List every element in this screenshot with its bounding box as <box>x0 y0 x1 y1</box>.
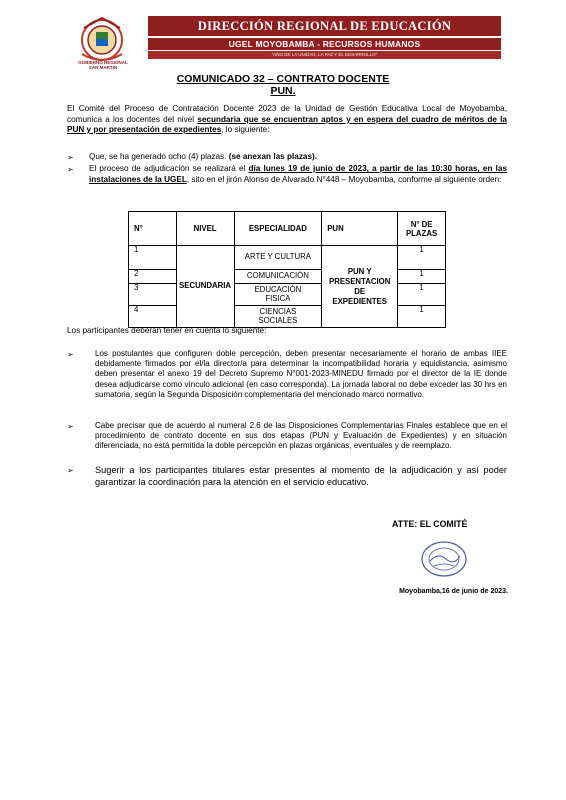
row-number: 2 <box>129 270 177 284</box>
especialidad-cell: EDUCACIÓN FISICA <box>234 284 322 306</box>
logo-caption: GOBIERNO REGIONAL SAN MARTIN <box>78 60 128 70</box>
col-header-plazas: N° DE PLAZAS <box>398 212 446 246</box>
row-number: 4 <box>129 306 177 328</box>
adjudication-text-c: , sito en el jirón Alonso de Alvarado N°448 – Moyobamba, conforme al siguiente orden: <box>186 174 502 184</box>
table-row <box>129 306 446 328</box>
bullet-adjudication <box>89 164 507 185</box>
bullet-plazas-text: Que, se ha generado ocho (4) plazas. <box>89 152 229 161</box>
plazas-cell: 1 <box>398 270 446 284</box>
col-header-number: N° <box>129 212 177 246</box>
table-row <box>129 284 446 306</box>
document-date: Moyobamba,16 de junio de 2023. <box>399 588 508 595</box>
point-double-perception: Los postulantes que configuren doble percepción, deben presentar necesariamente el horario de ambas IIEE debidamente firmados por el/la director/a para determinar la incompatibilidad horaria y equidistancia, asimismo deben presentar el anexo 19 del Decreto Supremo N°001-2023-MINEDU firmado por el director de la IE donde desea adjudicarse como vínculo adicional (en caso corresponda). La jornada laboral no debe exceder las 30 hrs en sumatoria, según la Segunda Disposición complementaria del mencionado marco normativo. <box>95 349 507 399</box>
bullet-arrow-icon: ➢ <box>67 153 74 162</box>
table-header-row <box>129 212 446 246</box>
adjudication-date: día lunes 19 de junio de 2023, a partir de las 10:30 horas, en las instalaciones de la UGEL <box>89 164 507 184</box>
intro-paragraph <box>67 104 507 136</box>
especialidad-cell: ARTE Y CULTURA <box>234 246 322 270</box>
point-regulation: Cabe precisar que de acuerdo al numeral 2.6 de las Disposiciones Complementarias Finales establece que en el procedimiento de contrato docente en sus dos etapas (PUN y Evaluación de Expedientes) y en situación diferenciada, no está permitida la doble percepción en plazas orgánicas, eventuales y de reemplazo. <box>95 421 507 451</box>
bullet-plazas <box>89 152 507 163</box>
table-row <box>129 270 446 284</box>
col-header-nivel: NIVEL <box>176 212 234 246</box>
adjudication-text-a: El proceso de adjudicación se realizará el <box>89 164 249 173</box>
nivel-cell: SECUNDARIA <box>176 246 234 328</box>
bullet-arrow-icon: ➢ <box>67 422 74 431</box>
document-title <box>0 73 566 97</box>
plazas-cell: 1 <box>398 246 446 270</box>
header-motto: "AÑO DE LA UNIDAD, LA PAZ Y EL DESARROLLO" <box>148 51 501 59</box>
header-subtitle: UGEL MOYOBAMBA - RECURSOS HUMANOS <box>148 38 501 50</box>
official-stamp-icon <box>420 540 468 578</box>
title-line-2: PUN. <box>270 85 296 97</box>
participants-intro: Los participantes deberán tener en cuenta lo siguiente: <box>67 326 267 335</box>
especialidad-cell: COMUNICACIÓN <box>234 270 322 284</box>
pun-cell: PUN Y PRESENTACION DE EXPEDIENTES <box>322 246 398 328</box>
intro-text-a: El Comité del Proceso de Contratación Docente 2023 de la Unidad de Gestión Educativa Local de Moyobamba, comunica a los docentes del nivel <box>67 104 507 124</box>
header-title: DIRECCIÓN REGIONAL DE EDUCACIÓN <box>148 16 501 36</box>
especialidad-cell: CIENCIAS SOCIALES <box>234 306 322 328</box>
plazas-table <box>128 211 446 328</box>
plazas-cell: 1 <box>398 306 446 328</box>
intro-text-c: , lo siguiente: <box>221 125 270 134</box>
intro-text-highlight: secundaria que se encuentran aptos y en espera del cuadro de méritos de la PUN y por presentación de expedientes <box>67 114 507 134</box>
bullet-plazas-note: (se anexan las plazas). <box>228 152 318 161</box>
plazas-cell: 1 <box>398 284 446 306</box>
title-line-1: COMUNICADO 32 – CONTRATO DOCENTE <box>176 73 390 85</box>
row-number: 3 <box>129 284 177 306</box>
bullet-arrow-icon: ➢ <box>67 165 74 174</box>
bullet-arrow-icon: ➢ <box>67 466 74 475</box>
row-number: 1 <box>129 246 177 270</box>
bullet-arrow-icon: ➢ <box>67 350 74 359</box>
point-suggestion: Sugerir a los participantes titulares estar presentes al momento de la adjudicación y así poder garantizar la coordinación para la atención en el servicio educativo. <box>95 465 507 487</box>
col-header-pun: PUN <box>322 212 398 246</box>
signature-committee: ATTE: EL COMITÉ <box>392 519 468 529</box>
col-header-especialidad: ESPECIALIDAD <box>234 212 322 246</box>
table-row <box>129 246 446 270</box>
